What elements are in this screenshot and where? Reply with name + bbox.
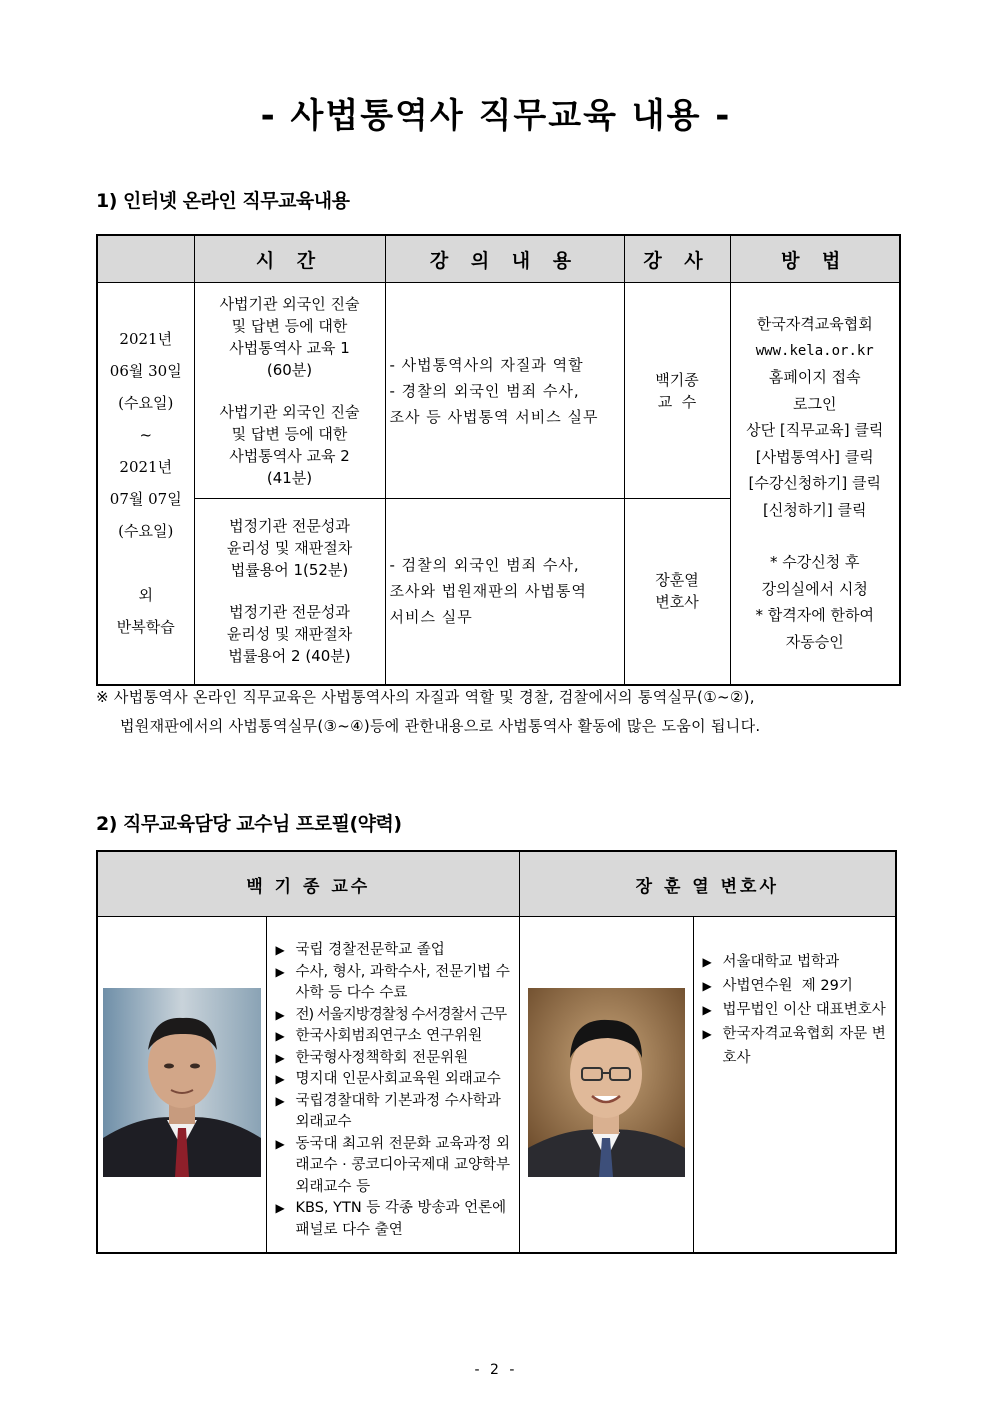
list-item: [276, 962, 514, 1005]
list-item: [276, 1134, 514, 1199]
time-line: 사법통역사 교육 2: [229, 446, 350, 465]
play-arrow-icon: ▶: [275, 943, 285, 957]
content-cell: [385, 283, 624, 499]
list-item: [703, 1022, 891, 1070]
col-header-lecturer: 강 사: [624, 235, 730, 283]
date-line: 반복학습: [116, 618, 175, 637]
date-line: 06월 30일: [109, 362, 182, 381]
content-line: - 경찰의 외국인 범죄 수사,: [389, 381, 580, 400]
note-line-1: ※ 사법통역사 온라인 직무교육은 사법통역사의 자질과 역할 및 경찰, 검찰에서의 통역실무(①~②),: [96, 688, 755, 706]
list-item: [276, 1048, 514, 1070]
list-item: [276, 1026, 514, 1048]
col-header-method: 방 법: [730, 235, 900, 283]
date-line: ~: [139, 426, 153, 445]
career-text: 한국형사정책학회 전문위원: [295, 1049, 469, 1066]
page-number: - 2 -: [474, 1362, 518, 1378]
play-arrow-icon: ▶: [275, 1201, 285, 1215]
table-row: [97, 283, 900, 499]
date-line: (수요일): [118, 394, 174, 413]
col-header-time: 시 간: [194, 235, 385, 283]
date-cell: [97, 283, 194, 685]
method-cell: [730, 283, 900, 685]
method-line: 상단 [직무교육] 클릭: [746, 421, 884, 440]
content-line: 서비스 실무: [389, 608, 473, 627]
prof1-photo-cell: [97, 917, 266, 1253]
time-line: 사법통역사 교육 1: [229, 338, 350, 357]
content-line: - 사법통역사의 자질과 역할: [389, 355, 584, 374]
career-text: 서울대학교 법학과: [722, 954, 840, 970]
page-title: - 사법통역사 직무교육 내용 -: [260, 96, 732, 136]
time-cell: [194, 499, 385, 685]
play-arrow-icon: ▶: [275, 1093, 285, 1108]
date-spacer: [99, 547, 193, 579]
method-line: 자동승인: [785, 632, 844, 651]
section2-heading: 2) 직무교육담당 교수님 프로필(약력): [96, 813, 402, 835]
play-arrow-icon: ▶: [702, 1027, 712, 1041]
list-item: [276, 940, 514, 962]
list-item: [703, 950, 891, 974]
list-item: [276, 1198, 514, 1241]
note-line-2: 법원재판에서의 사법통역실무(③~④)등에 관한내용으로 사법통역사 활동에 많은 도움이 됩니다.: [120, 717, 761, 735]
content-line: 조사 등 사법통역 서비스 실무: [389, 407, 599, 426]
profile-table: [96, 850, 897, 1254]
career-text: 전) 서울지방경찰청 수서경찰서 근무: [295, 1006, 507, 1023]
prof2-career-list: [695, 918, 895, 1070]
prof1-career-list: [268, 918, 518, 1241]
method-line: [수강신청하기] 클릭: [748, 474, 881, 493]
lecturer-cell: [624, 283, 730, 499]
method-line: 홈페이지 접속: [768, 368, 861, 387]
play-arrow-icon: ▶: [702, 1003, 712, 1017]
time-line: 법정기관 전문성과: [229, 603, 350, 622]
career-text: 법무법인 이산 대표변호사: [722, 1002, 886, 1018]
career-text: 명지대 인문사회교육원 외래교수: [295, 1071, 501, 1087]
section1-heading: 1) 인터넷 온라인 직무교육내용: [96, 190, 350, 212]
date-line: 07월 07일: [109, 490, 182, 509]
time-line: (60분): [266, 360, 313, 379]
lecturer-cell: [624, 499, 730, 685]
content-cell: [385, 499, 624, 685]
method-line: 로그인: [793, 394, 837, 413]
method-line: * 합격자에 한하여: [755, 606, 874, 625]
play-arrow-icon: ▶: [275, 1007, 285, 1022]
online-course-table: [96, 234, 901, 686]
play-arrow-icon: ▶: [275, 1072, 285, 1086]
list-item: [276, 1069, 514, 1091]
content-line: 조사와 법원재판의 사법통역: [389, 582, 587, 601]
career-text: 동국대 최고위 전문화 교육과정 외래교수 · 콩코디아국제대 교양학부 외래교수 등: [295, 1135, 511, 1195]
method-line: 강의실에서 시청: [761, 579, 868, 598]
lecturer-line: 교 수: [657, 392, 697, 411]
lecturer-line: 장훈열: [655, 571, 699, 590]
time-line: 법률용어 1(52분): [230, 561, 349, 580]
career-text: 국립경찰대학 기본과정 수사학과 외래교수: [295, 1092, 501, 1130]
profile-row: [97, 917, 896, 1253]
list-item: [276, 1091, 514, 1134]
career-text: 국립 경찰전문학교 졸업: [295, 942, 445, 958]
career-text: 수사, 형사, 과학수사, 전문기법 수사학 등 다수 수료: [295, 963, 510, 1001]
list-item: [276, 1005, 514, 1027]
time-line: 및 답변 등에 대한: [231, 424, 348, 443]
play-arrow-icon: ▶: [275, 1136, 285, 1151]
method-line: * 수강신청 후: [770, 553, 860, 572]
prof2-career-cell: [693, 917, 896, 1253]
time-line: 윤리성 및 재판절차: [226, 539, 353, 558]
time-line: 법정기관 전문성과: [229, 517, 350, 536]
prof2-header: 장 훈 열 변호사: [519, 851, 896, 917]
career-text: 한국사회범죄연구소 연구위원: [295, 1028, 483, 1044]
prof2-photo-cell: [519, 917, 693, 1253]
play-arrow-icon: ▶: [702, 979, 712, 993]
time-line: 윤리성 및 재판절차: [226, 625, 353, 644]
play-arrow-icon: ▶: [275, 1050, 285, 1065]
career-text: 한국자격교육협회 자문 변호사: [722, 1026, 886, 1066]
table-header-row: [97, 235, 900, 283]
play-arrow-icon: ▶: [275, 1029, 285, 1043]
time-line: 사법기관 외국인 진술: [219, 294, 360, 313]
content-line: - 검찰의 외국인 범죄 수사,: [389, 556, 580, 575]
time-line: 사법기관 외국인 진술: [219, 402, 360, 421]
date-line: 2021년: [119, 458, 173, 477]
play-arrow-icon: ▶: [275, 964, 285, 979]
time-line: 법률용어 2 (40분): [228, 647, 351, 666]
play-arrow-icon: ▶: [702, 955, 712, 969]
time-line: (41분): [266, 468, 313, 487]
method-line: 한국자격교육협회: [756, 315, 873, 334]
career-text: KBS, YTN 등 각종 방송과 언론에 패널로 다수 출연: [295, 1200, 507, 1238]
profile-header-row: [97, 851, 896, 917]
career-text: 사법연수원 제 29기: [722, 978, 853, 994]
method-line: [신청하기] 클릭: [763, 500, 867, 519]
list-item: [703, 974, 891, 998]
date-line: (수요일): [118, 522, 174, 541]
prof1-career-cell: [266, 917, 519, 1253]
method-line: www.kela.or.kr: [755, 342, 874, 359]
prof2-portrait-photo: [528, 988, 685, 1177]
time-line: 및 답변 등에 대한: [231, 316, 348, 335]
method-line: [사법통역사] 클릭: [755, 447, 874, 466]
col-header-blank: [97, 235, 194, 283]
time-cell: [194, 283, 385, 499]
lecturer-line: 백기종: [655, 370, 699, 389]
prof1-portrait-photo: [103, 988, 261, 1177]
prof1-header: 백 기 종 교수: [97, 851, 519, 917]
date-line: 외: [138, 586, 153, 605]
col-header-content: 강 의 내 용: [385, 235, 624, 283]
date-line: 2021년: [119, 330, 173, 349]
list-item: [703, 998, 891, 1022]
lecturer-line: 변호사: [655, 593, 699, 612]
